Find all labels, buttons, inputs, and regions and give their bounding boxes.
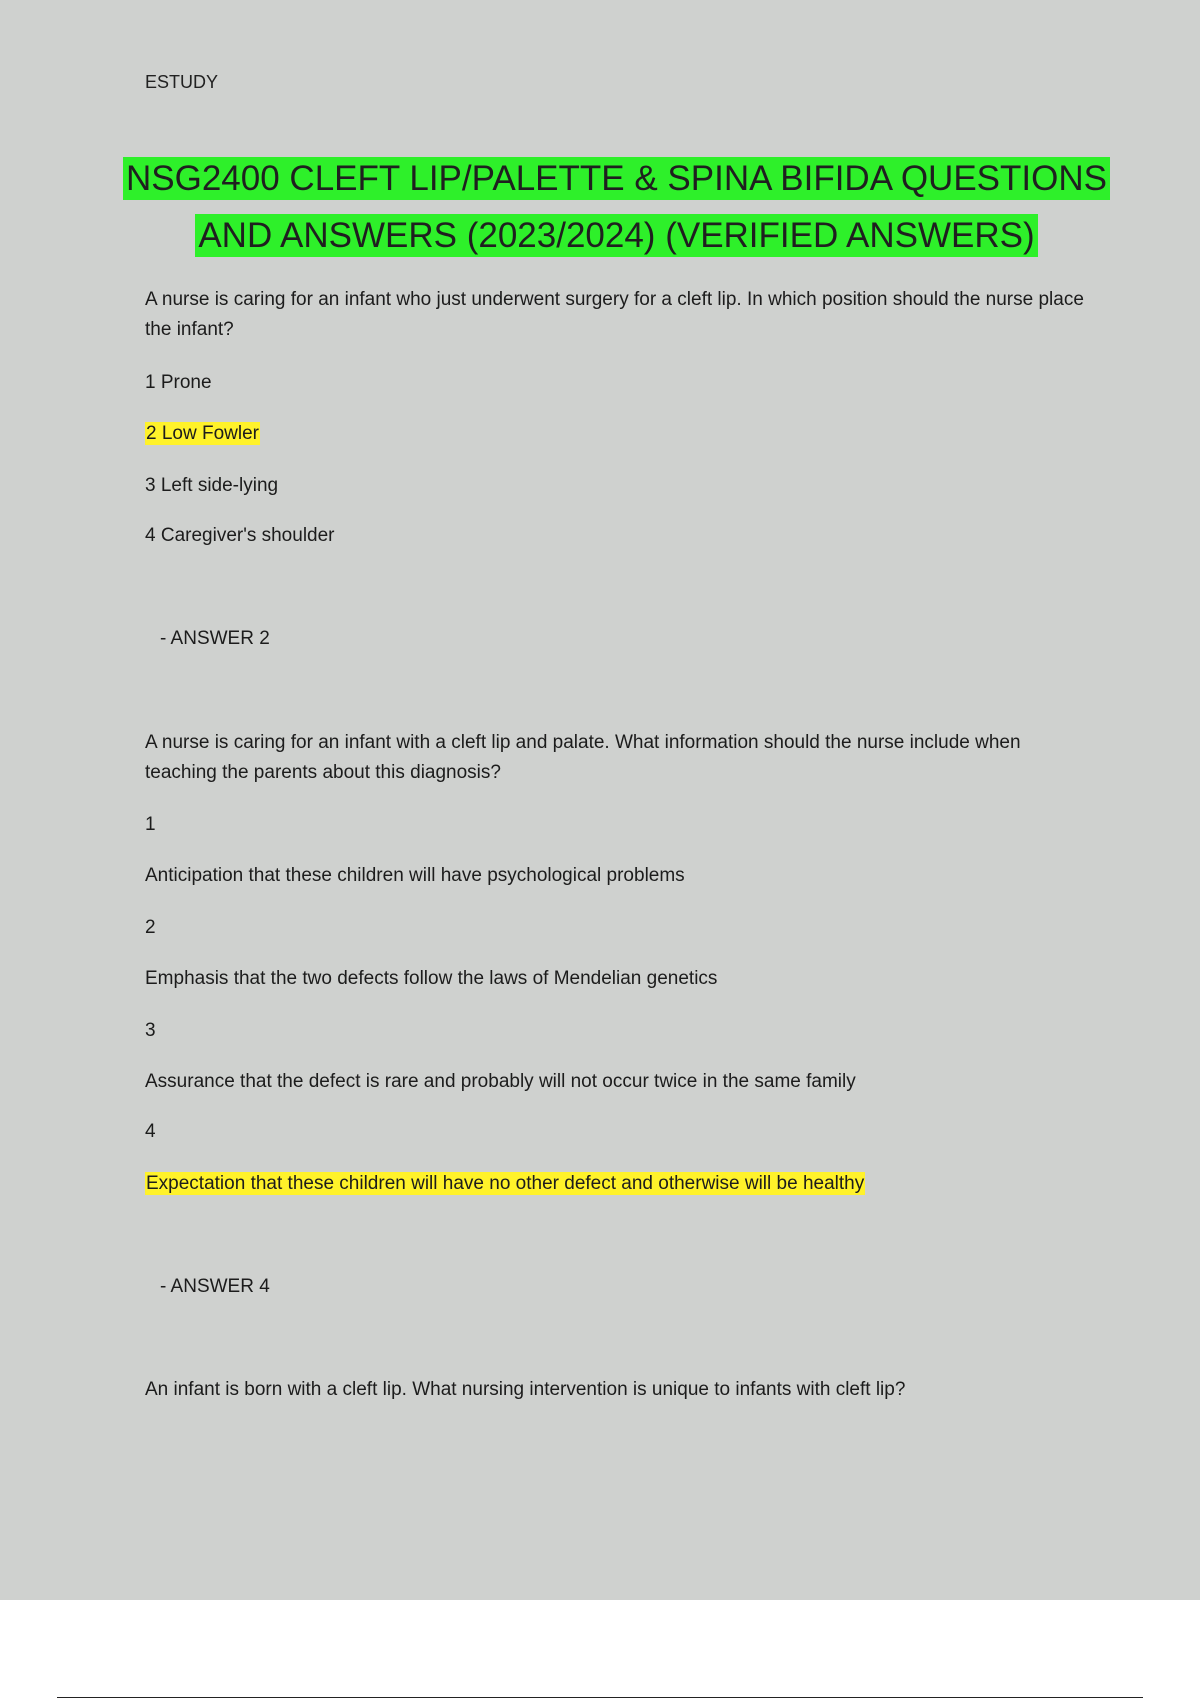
question-2-option-text-1: Anticipation that these children will have psychological problems xyxy=(145,865,685,886)
title-line-2: AND ANSWERS (2023/2024) (VERIFIED ANSWERS) xyxy=(195,214,1037,257)
question-2-option-number-3: 3 xyxy=(145,1020,156,1041)
page-title xyxy=(100,150,1133,264)
title-line-1: NSG2400 CLEFT LIP/PALETTE & SPINA BIFIDA QUESTIONS xyxy=(123,157,1110,200)
question-3-text: An infant is born with a cleft lip. What nursing intervention is unique to infants with cleft lip? xyxy=(145,1379,906,1400)
question-2-option-number-1: 1 xyxy=(145,814,156,835)
question-2-option-text-3: Assurance that the defect is rare and probably will not occur twice in the same family xyxy=(145,1071,856,1092)
question-2-text: A nurse is caring for an infant with a cleft lip and palate. What information should the nurse include when teaching the parents about this diagnosis? xyxy=(145,732,1021,783)
highlighted-correct-option: Expectation that these children will have no other defect and otherwise will be healthy xyxy=(146,1173,865,1194)
question-1-option-2 xyxy=(145,421,260,447)
question-2-option-number-2: 2 xyxy=(145,917,156,938)
question-2-option-text-4 xyxy=(145,1171,865,1197)
question-2-option-text-2: Emphasis that the two defects follow the laws of Mendelian genetics xyxy=(145,968,718,989)
question-1-text: A nurse is caring for an infant who just underwent surgery for a cleft lip. In which position should the nurse place the infant? xyxy=(145,289,1084,340)
question-2-answer: - ANSWER 4 xyxy=(160,1276,270,1297)
footer-divider xyxy=(57,1697,1143,1698)
highlighted-correct-option: 2 Low Fowler xyxy=(146,423,259,444)
question-1-option-4: 4 Caregiver's shoulder xyxy=(145,525,335,546)
question-1-answer: - ANSWER 2 xyxy=(160,628,270,649)
document-header-label: ESTUDY xyxy=(145,72,219,92)
question-1-option-1: 1 Prone xyxy=(145,372,212,393)
question-2-option-number-4: 4 xyxy=(145,1121,156,1142)
question-1-option-3: 3 Left side-lying xyxy=(145,475,279,496)
